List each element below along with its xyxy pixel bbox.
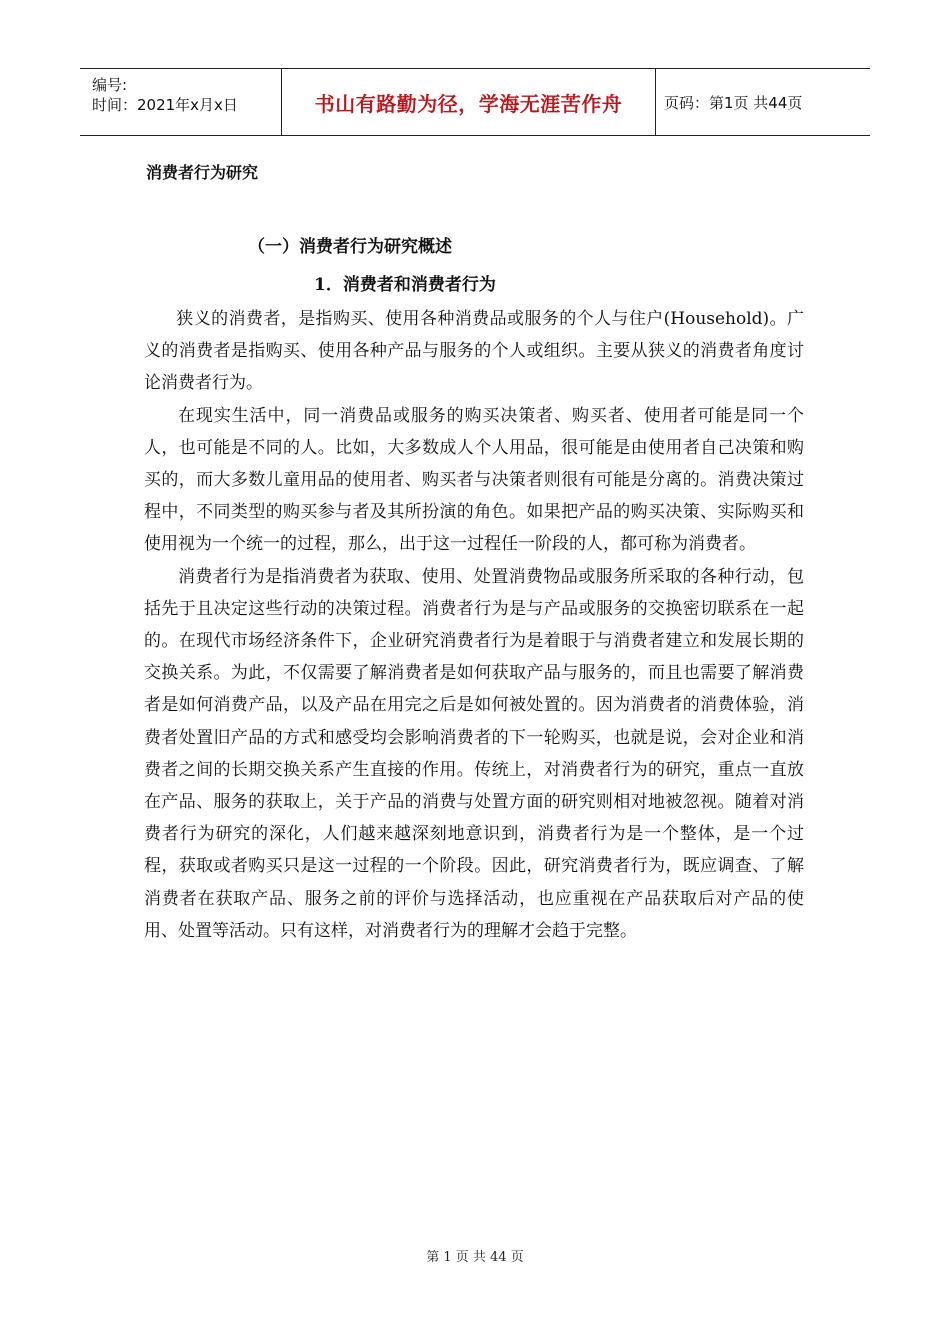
body-text [144,303,804,947]
header-motto: 书山有路勤为径，学海无涯苦作舟 [282,69,656,135]
header-meta-cell [80,69,282,135]
document-title: 消费者行为研究 [146,163,259,182]
section-heading: （一）消费者行为研究概述 [248,237,452,257]
paragraph: 在现实生活中，同一消费品或服务的购买决策者、购买者、使用者可能是同一个人，也可能是不同的人。比如，大多数成人个人用品，很可能是由使用者自己决策和购买的，而大多数儿童用品的使用者、购买者与决策者则很有可能是分离的。消费决策过程中，不同类型的购买参与者及其所扮演的角色。如果把产品的购买决策、实际购买和使用视为一个统一的过程，那么，出于这一过程任一阶段的人，都可称为消费者。 [144,405,804,555]
document-number-label: 编号: [92,76,128,94]
paragraph: 狭义的消费者，是指购买、使用各种消费品或服务的个人与住户(Household)。广义的消费者是指购买、使用各种产品与服务的个人或组织。主要从狭义的消费者角度讨论消费者行为。 [144,309,804,394]
paragraph: 消费者行为是指消费者为获取、使用、处置消费物品或服务所采取的各种行动，包括先于且决定这些行动的决策过程。消费者行为是与产品或服务的交换密切联系在一起的。在现代市场经济条件下，企业研究消费者行为是着眼于与消费者建立和发展长期的交换关系。为此，不仅需要了解消费者是如何获取产品与服务的，而且也需要了解消费者是如何消费产品，以及产品在用完之后是如何被处置的。因为消费者的消费体验，消费者处置旧产品的方式和感受均会影响消费者的下一轮购买，也就是说，会对企业和消费者之间的长期交换关系产生直接的作用。传统上，对消费者行为的研究，重点一直放在产品、服务的获取上，关于产品的消费与处置方面的研究则相对地被忽视。随着对消费者行为研究的深化，人们越来越深刻地意识到，消费者行为是一个整体，是一个过程，获取或者购买只是这一过程的一个阶段。因此，研究消费者行为，既应调查、了解消费者在获取产品、服务之前的评价与选择活动，也应重视在产品获取后对产品的使用、处置等活动。只有这样，对消费者行为的理解才会趋于完整。 [144,566,804,941]
document-date-label: 时间：2021年x月x日 [92,96,238,114]
header-page-info: 页码：第1页 共44页 [664,93,803,112]
subsection-heading: 1．消费者和消费者行为 [314,275,496,295]
page-footer: 第 1 页 共 44 页 [426,1250,524,1265]
page-header [80,68,870,136]
